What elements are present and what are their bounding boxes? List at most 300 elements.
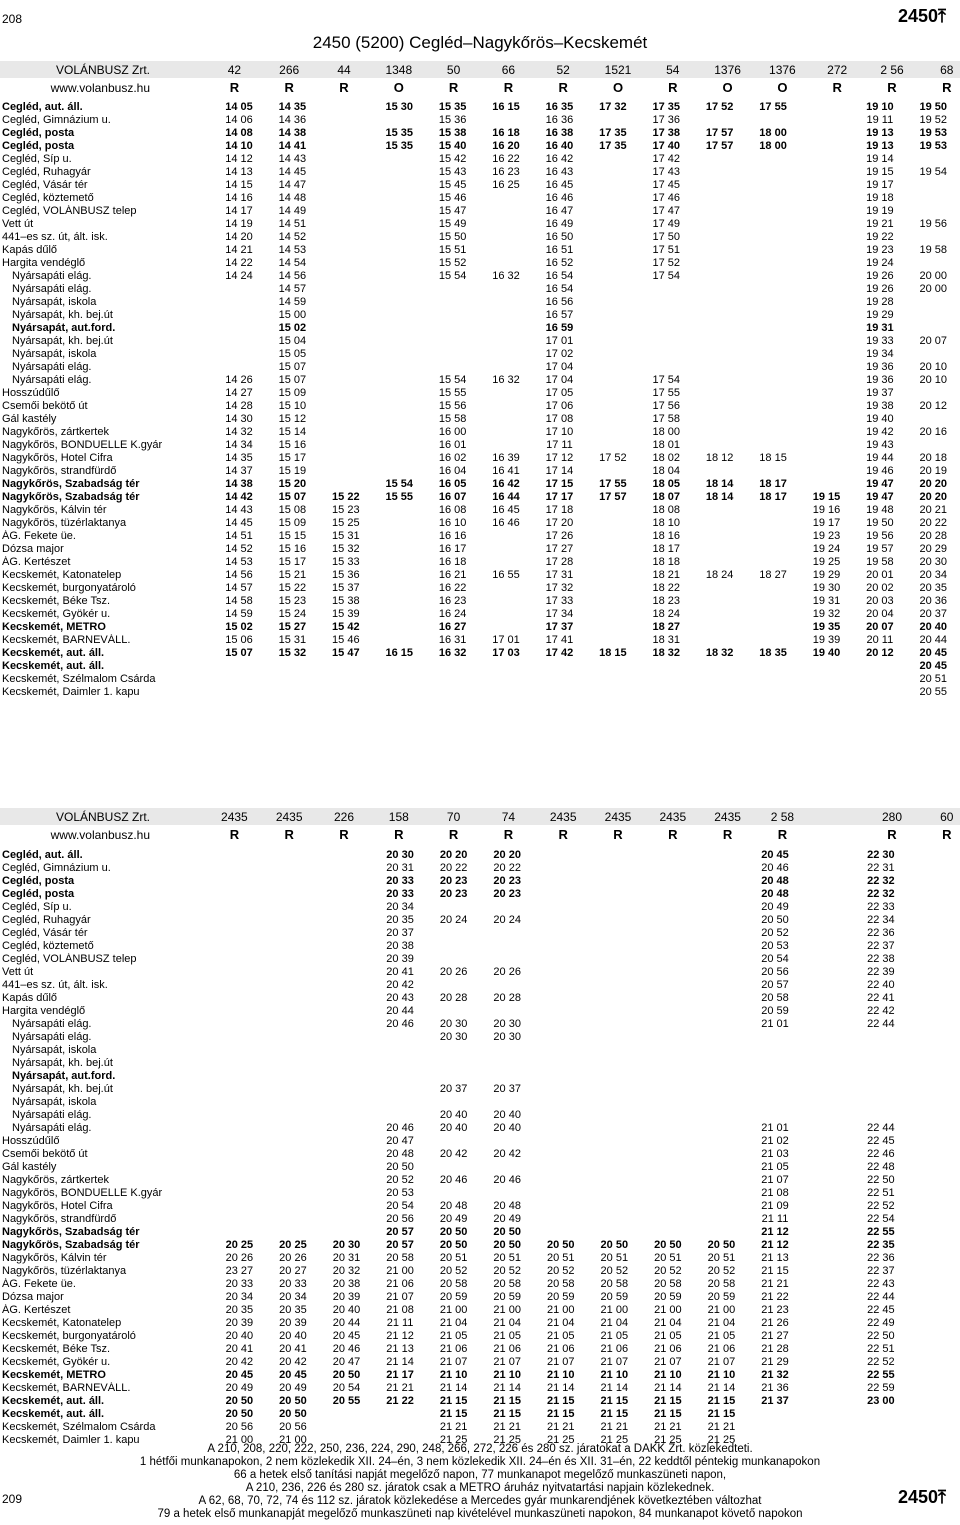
departure-time: 20 37 [386,927,414,939]
departure-time [695,862,749,875]
departure-time: 16 22 [438,582,467,594]
departure-time [641,888,695,901]
stop-marker [203,114,212,127]
departure-time: 22 50 [867,1174,895,1186]
departure-time: 16 41 [492,465,520,477]
departure-time: 15 02 [278,322,307,334]
departure-time [479,530,532,543]
departure-time: 21 00 [439,1304,468,1316]
departure-time [213,1135,267,1148]
departure-time: 14 36 [278,114,307,126]
departure-time [373,387,426,400]
departure-time [695,888,749,901]
trip-number: 52 [556,63,570,77]
departure-time: 21 25 [707,1434,736,1446]
departure-time: 20 50 [225,1395,254,1407]
departure-time: 20 28 [919,530,948,542]
departure-time: 22 35 [867,1239,895,1251]
departure-time: 21 07 [761,1174,789,1186]
departure-time: 17 35 [599,127,627,139]
departure-time: 17 14 [545,465,574,477]
departure-time: 19 22 [866,231,894,243]
departure-time [586,504,639,517]
departure-time: 14 38 [225,478,253,490]
departure-time [693,400,746,413]
departure-time [319,478,372,491]
departure-time: 21 10 [600,1369,629,1381]
departure-time [212,361,265,374]
departure-time: 20 50 [386,1161,414,1173]
departure-time [319,140,372,153]
departure-time [373,517,426,530]
departure-time: 17 34 [545,608,574,620]
departure-time: 16 00 [438,426,467,438]
service-code: R [887,80,897,95]
departure-time [266,1083,320,1096]
departure-time [373,413,426,426]
departure-time [586,270,639,283]
stop-marker [203,218,212,231]
departure-time [641,1044,695,1057]
departure-time [479,192,532,205]
departure-time [319,166,372,179]
departure-time: 20 40 [332,1304,361,1316]
departure-time: 15 38 [332,595,360,607]
stop-marker [203,953,213,966]
trip-number: 44 [337,63,351,77]
departure-time [746,205,799,218]
departure-time: 20 46 [332,1343,361,1355]
departure-time: 21 37 [761,1395,789,1407]
table-row [0,1031,960,1044]
departure-time [802,1304,854,1317]
table-row [0,413,960,426]
departure-time: 20 20 [439,849,468,861]
stop-name: Kecskemét, aut. áll. [2,1408,105,1420]
departure-time [586,530,639,543]
table-row [0,556,960,569]
departure-time: 20 52 [707,1265,736,1277]
stop-name: Cegléd, aut. áll. [2,101,83,113]
stop-name: Cegléd, Ruhagyár [2,914,91,926]
departure-time: 20 07 [866,621,894,633]
departure-time [319,231,372,244]
departure-time: 19 29 [866,309,894,321]
departure-time: 15 00 [278,309,307,321]
departure-time [266,992,320,1005]
departure-time: 16 42 [545,153,574,165]
trip-number: 2 58 [770,810,795,824]
departure-time [588,901,642,914]
departure-time [908,1161,960,1174]
departure-time [588,1018,642,1031]
website-link[interactable]: www.volanbusz.hu [50,81,150,95]
departure-time: 18 16 [652,530,681,542]
departure-time: 14 49 [278,205,307,217]
departure-time: 14 15 [225,179,253,191]
departure-time [908,901,960,914]
stop-name: Csemői bekötő út [2,1148,88,1160]
departure-time [266,1213,320,1226]
departure-time [319,205,372,218]
service-code: R [613,827,623,842]
departure-time: 21 25 [493,1434,521,1446]
departure-time: 14 58 [225,595,253,607]
departure-time [693,465,746,478]
service-code: R [503,80,514,95]
table-row [0,647,960,660]
departure-time: 21 11 [761,1213,789,1225]
departure-time [588,992,642,1005]
departure-time [373,296,426,309]
departure-time: 21 15 [439,1395,468,1407]
departure-time: 22 37 [867,940,895,952]
departure-time [748,1408,802,1421]
departure-time [320,1408,374,1421]
service-code: R [503,827,514,842]
departure-time: 14 30 [225,413,253,425]
departure-time [907,413,960,426]
departure-time: 16 22 [492,153,520,165]
stop-marker [203,478,212,491]
departure-time [908,1252,960,1265]
departure-time: 20 48 [386,1148,414,1160]
departure-time: 20 41 [386,966,414,978]
departure-time [319,335,372,348]
departure-time: 20 38 [332,1278,361,1290]
departure-time: 22 34 [867,914,895,926]
departure-time [748,1083,802,1096]
departure-time [534,1187,588,1200]
departure-time [373,1083,427,1096]
departure-time [320,849,374,862]
departure-time: 20 26 [225,1252,254,1264]
route-number: 2450 [897,1487,939,1507]
departure-time [213,1226,267,1239]
departure-time: 14 35 [225,452,253,464]
departure-time: 20 58 [439,1278,468,1290]
departure-time [319,192,372,205]
table-row [0,244,960,257]
departure-time: 22 44 [867,1291,895,1303]
departure-time [534,1018,588,1031]
departure-time [212,686,265,699]
stop-marker [203,1356,213,1369]
departure-time [319,244,372,257]
departure-time [641,992,695,1005]
table-row [0,1005,960,1018]
table-row [0,1096,960,1109]
departure-time [802,1018,854,1031]
departure-time [800,179,853,192]
departure-time [320,1122,374,1135]
departure-time: 19 30 [812,582,841,594]
departure-time: 18 15 [759,452,787,464]
departure-time: 17 04 [545,361,574,373]
departure-time: 20 49 [279,1382,307,1394]
departure-time [588,1226,642,1239]
departure-time: 15 32 [278,647,307,659]
departure-time [802,1122,854,1135]
departure-time: 19 29 [812,569,841,581]
stop-name: ÁG. Kertészet [2,556,71,568]
stop-name: Nyársapáti elág. [12,1018,92,1030]
departure-time: 22 42 [867,1005,895,1017]
departure-time: 14 57 [225,582,253,594]
stop-name: Nyársapát, kh. bej.út [12,335,113,347]
departure-time: 19 23 [866,244,894,256]
departure-time [213,849,267,862]
departure-time [266,979,320,992]
departure-time [641,1148,695,1161]
table-row [0,1252,960,1265]
departure-time [320,1070,374,1083]
departure-time: 15 31 [332,530,360,542]
departure-time: 19 53 [919,127,948,139]
departure-time [213,875,267,888]
stop-marker [203,1317,213,1330]
departure-time [319,374,372,387]
departure-time: 16 45 [545,179,574,191]
departure-time: 14 38 [278,127,307,139]
departure-time: 16 46 [492,517,520,529]
departure-time: 15 22 [278,582,307,594]
departure-time [695,1018,749,1031]
departure-time [212,309,265,322]
departure-time: 15 07 [278,374,307,386]
table-row [0,387,960,400]
departure-time [534,1174,588,1187]
departure-time [802,875,854,888]
departure-time [534,1083,588,1096]
departure-time: 16 04 [438,465,467,477]
departure-time [746,504,799,517]
departure-time [586,608,639,621]
departure-time: 17 56 [652,400,681,412]
departure-time: 18 24 [705,569,734,581]
departure-time: 20 51 [546,1252,575,1264]
stop-marker [203,166,212,179]
departure-time: 21 06 [654,1343,682,1355]
departure-time [641,1200,695,1213]
departure-time [854,1031,908,1044]
departure-time [427,1096,481,1109]
stop-name: Dózsa major [2,543,64,555]
departure-time [641,1187,695,1200]
departure-time [800,374,853,387]
stop-name: Nagykőrös, Kálvin tér [2,1252,107,1264]
departure-time: 20 39 [332,1291,361,1303]
departure-time [213,1174,267,1187]
service-code: R [558,80,568,95]
stop-marker [203,992,213,1005]
service-code: R [777,827,788,842]
departure-time: 14 56 [278,270,307,282]
departure-time [479,283,532,296]
departure-time [641,940,695,953]
stop-name: Nyársapát, aut.ford. [12,1070,116,1082]
departure-time: 19 39 [812,634,841,646]
departure-time: 19 43 [866,439,894,451]
departure-time [908,940,960,953]
departure-time [802,966,854,979]
departure-time: 20 11 [866,634,894,646]
route-badge-bottom [898,1487,946,1508]
departure-time: 14 28 [225,400,253,412]
departure-time [319,387,372,400]
departure-time: 15 20 [278,478,307,490]
departure-time: 21 15 [600,1395,629,1407]
departure-time [319,322,372,335]
departure-time: 20 40 [439,1109,468,1121]
departure-time [373,465,426,478]
departure-time: 20 42 [225,1356,254,1368]
service-code: R [229,80,240,95]
departure-time [854,1096,908,1109]
departure-time [695,1174,749,1187]
departure-time [319,465,372,478]
footnote-line: 79 a hetek első munkanapját megelőző munkaszüneti nap kivételével munkaszüneti napokon, 84 munkanapot követő napokon [157,1508,803,1520]
departure-time [373,426,426,439]
departure-time: 21 00 [279,1434,307,1446]
departure-time: 15 54 [438,270,467,282]
departure-time [695,1005,749,1018]
departure-time: 14 05 [225,101,253,113]
departure-time: 18 24 [652,608,681,620]
departure-time [907,257,960,270]
departure-time: 17 52 [705,101,734,113]
departure-time: 16 35 [545,101,574,113]
departure-time [480,901,534,914]
departure-time: 20 35 [279,1304,307,1316]
departure-time: 16 07 [438,491,467,503]
departure-time [373,257,426,270]
table-row [0,231,960,244]
departure-time [908,1070,960,1083]
departure-time: 20 39 [225,1317,254,1329]
departure-time [586,413,639,426]
departure-time [802,1395,854,1408]
departure-time [588,927,642,940]
departure-time [373,621,426,634]
departure-time: 17 57 [705,127,734,139]
departure-time [213,1148,267,1161]
stop-name: Cegléd, Síp u. [2,153,72,165]
table-row [0,452,960,465]
departure-time: 15 24 [278,608,307,620]
departure-time: 20 12 [919,400,948,412]
departure-time [373,335,426,348]
departure-time: 20 52 [439,1265,468,1277]
departure-time: 20 42 [279,1356,307,1368]
route-badge-top [898,6,946,27]
table-row [0,348,960,361]
departure-time: 21 21 [386,1382,414,1394]
stop-marker [203,1213,213,1226]
departure-time: 14 43 [278,153,307,165]
departure-time [907,192,960,205]
departure-time [533,686,586,699]
departure-time: 17 01 [545,335,574,347]
departure-time: 22 32 [867,888,895,900]
departure-time: 16 56 [545,296,574,308]
departure-time [373,439,426,452]
departure-time: 15 25 [332,517,360,529]
stop-name: Nyársapát, iskola [12,1096,97,1108]
stop-marker [203,875,213,888]
service-code: R [558,827,568,842]
departure-time [907,296,960,309]
website-link[interactable]: www.volanbusz.hu [50,828,150,842]
departure-time [693,335,746,348]
departure-time: 21 21 [439,1421,468,1433]
table-row [0,283,960,296]
stop-name: Cegléd, VOLÁNBUSZ telep [2,953,137,965]
departure-time [588,979,642,992]
departure-time: 14 43 [225,504,253,516]
route-number: 2450 [897,6,939,26]
stop-name: ÁG. Fekete üe. [2,530,76,542]
departure-time [641,1109,695,1122]
departure-time [854,1421,908,1434]
departure-time [588,1057,642,1070]
departure-time: 16 25 [492,179,520,191]
departure-time [373,309,426,322]
departure-time [320,1226,374,1239]
departure-time: 16 20 [492,140,520,152]
departure-time: 20 07 [919,335,948,347]
departure-time [479,231,532,244]
departure-time [908,875,960,888]
departure-time [373,166,426,179]
departure-time [746,621,799,634]
table-row [0,153,960,166]
departure-time: 16 42 [492,478,520,490]
departure-time [534,1057,588,1070]
departure-time [746,153,799,166]
table-row [0,218,960,231]
departure-time [586,205,639,218]
departure-time [695,1213,749,1226]
departure-time: 20 48 [761,888,789,900]
departure-time: 21 22 [386,1395,414,1407]
departure-time [746,543,799,556]
departure-time: 17 03 [492,647,520,659]
departure-time: 14 24 [225,270,253,282]
departure-time [802,1161,854,1174]
departure-time: 20 53 [761,940,789,952]
stop-name: Kecskemét, Daimler 1. kapu [2,1434,140,1446]
departure-time: 20 41 [279,1343,307,1355]
departure-time: 17 04 [545,374,574,386]
stop-name: ÁG. Kertészet [2,1304,71,1316]
departure-time [427,1135,481,1148]
departure-time [586,179,639,192]
departure-time: 20 38 [386,940,414,952]
departure-time [373,673,426,686]
stop-marker [203,1070,213,1083]
departure-time [802,1265,854,1278]
departure-time [908,953,960,966]
departure-time [320,901,374,914]
table-row [0,634,960,647]
departure-time [319,426,372,439]
departure-time: 17 15 [545,478,574,490]
departure-time: 20 59 [493,1291,521,1303]
stop-name: Cegléd, posta [2,127,75,139]
departure-time [373,400,426,413]
departure-time [802,1421,854,1434]
